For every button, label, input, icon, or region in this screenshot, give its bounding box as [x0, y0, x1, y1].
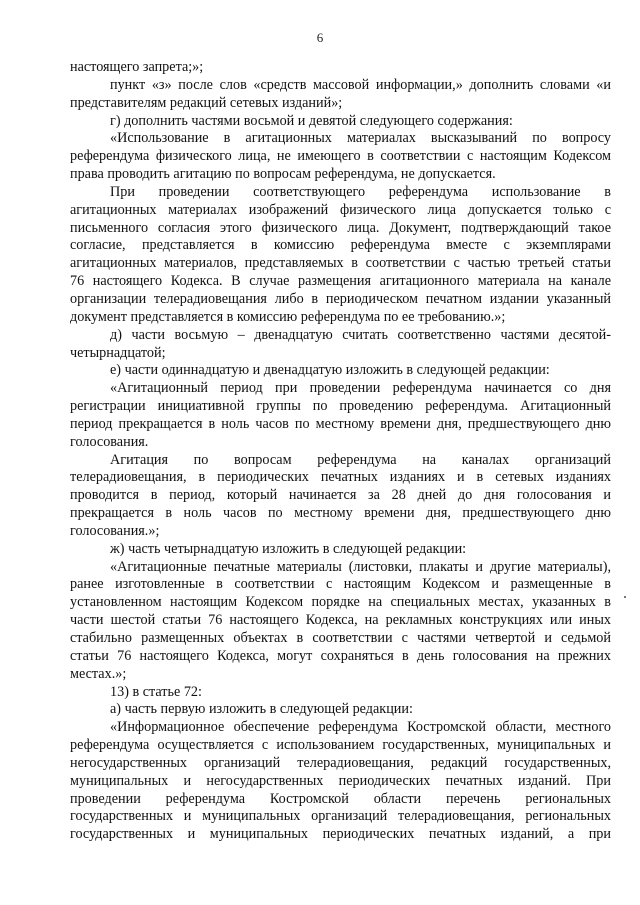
text-line: государственных и муниципальных организаций телерадиовещания, региональных: [70, 808, 611, 825]
text-line: Агитация по вопросам референдума на каналах организаций: [110, 451, 611, 468]
text-line: государственных и муниципальных периодических печатных изданий, а при: [70, 826, 611, 843]
text-line: проводится в период, который начинается за 28 дней до дня голосования и: [70, 487, 611, 504]
text-line: регистрации инициативной группы по проведению референдума. Агитационный: [70, 398, 611, 415]
text-line: установленном настоящим Кодексом порядке на специальных местах, указанных в: [70, 594, 611, 611]
text-line: пункт «з» после слов «средств массовой информации,» дополнить словами «и: [110, 76, 611, 93]
text-line: д) части восьмую – двенадцатую считать соответственно частями десятой-: [110, 326, 611, 343]
text-line: документ представляется в комиссию референдума по ее требованию.»;: [70, 308, 506, 325]
text-line: четырнадцатой;: [70, 344, 166, 361]
text-line: телерадиовещания, в периодических печатных изданиях и в сетевых изданиях: [70, 469, 611, 486]
text-line: статьи 76 настоящего Кодекса, могут сохраняться в день голосования на прежних: [70, 647, 611, 664]
text-line: ранее изготовленные в соответствии с настоящим Кодексом и размещенные в: [70, 576, 611, 593]
text-line: настоящего запрета;»;: [70, 59, 204, 75]
text-line: голосования.»;: [70, 522, 160, 539]
text-line: а) часть первую изложить в следующей редакции:: [110, 701, 413, 718]
text-line: ж) часть четырнадцатую изложить в следующей редакции:: [110, 540, 467, 557]
text-line: стабильно размещенных объектах в соответствии с частями четвертой и седьмой: [70, 630, 611, 646]
scan-speck: [624, 596, 626, 598]
text-line: организации телерадиовещания либо в периодическом печатном издании указанный: [70, 290, 611, 307]
text-line: референдума осуществляется с использованием государственных, муниципальных и: [70, 737, 611, 754]
text-line: период прекращается в ноль часов по местному времени дня, предшествующего дню: [70, 415, 611, 432]
text-line: права проводить агитацию по вопросам референдума, не допускается.: [70, 166, 496, 183]
text-line: «Агитационный период при проведении референдума начинается со дня: [110, 380, 611, 397]
text-line: агитационных материалов, представляемых в соответствии с частью третьей статьи: [70, 255, 611, 272]
text-line: референдума физического лица, не имеющего в соответствии с настоящим Кодексом: [70, 148, 611, 165]
page-number: 6: [316, 30, 324, 45]
text-line: представителям редакций сетевых изданий»;: [70, 94, 343, 111]
text-line: 13) в статье 72:: [110, 683, 202, 700]
text-line: письменного согласия этого физического лица. Документ, подтверждающий такое: [70, 219, 611, 236]
text-line: местах.»;: [70, 665, 127, 682]
text-line: е) части одиннадцатую и двенадцатую изложить в следующей редакции:: [110, 362, 550, 379]
text-line: прекращается в ноль часов по местному времени дня, предшествующего дню: [70, 505, 611, 522]
text-line: негосударственных организаций телерадиовещания, редакций государственных,: [70, 754, 611, 771]
text-line: «Использование в агитационных материалах высказываний по вопросу: [110, 130, 611, 147]
text-line: муниципальных и негосударственных периодических печатных изданий. При: [70, 772, 611, 789]
text-line: проведении референдума Костромской области перечень региональных: [70, 790, 611, 807]
text-line: «Информационное обеспечение референдума Костромской области, местного: [110, 719, 611, 736]
document-body: [70, 59, 611, 844]
text-line: При проведении соответствующего референдума использование в: [110, 183, 611, 200]
text-line: согласие, представляется в комиссию референдума вместе с экземплярами: [70, 237, 611, 254]
text-line: г) дополнить частями восьмой и девятой следующего содержания:: [110, 112, 513, 129]
text-line: агитационных материалах изображений физического лица допускается только с: [70, 201, 611, 218]
text-line: части шестой статьи 76 настоящего Кодекса, на рекламных конструкциях или иных: [70, 612, 611, 629]
text-line: 76 настоящего Кодекса. В случае размещения агитационного материала на канале: [70, 273, 611, 290]
text-line: голосования.: [70, 433, 149, 450]
text-line: «Агитационные печатные материалы (листовки, плакаты и другие материалы),: [110, 558, 611, 575]
